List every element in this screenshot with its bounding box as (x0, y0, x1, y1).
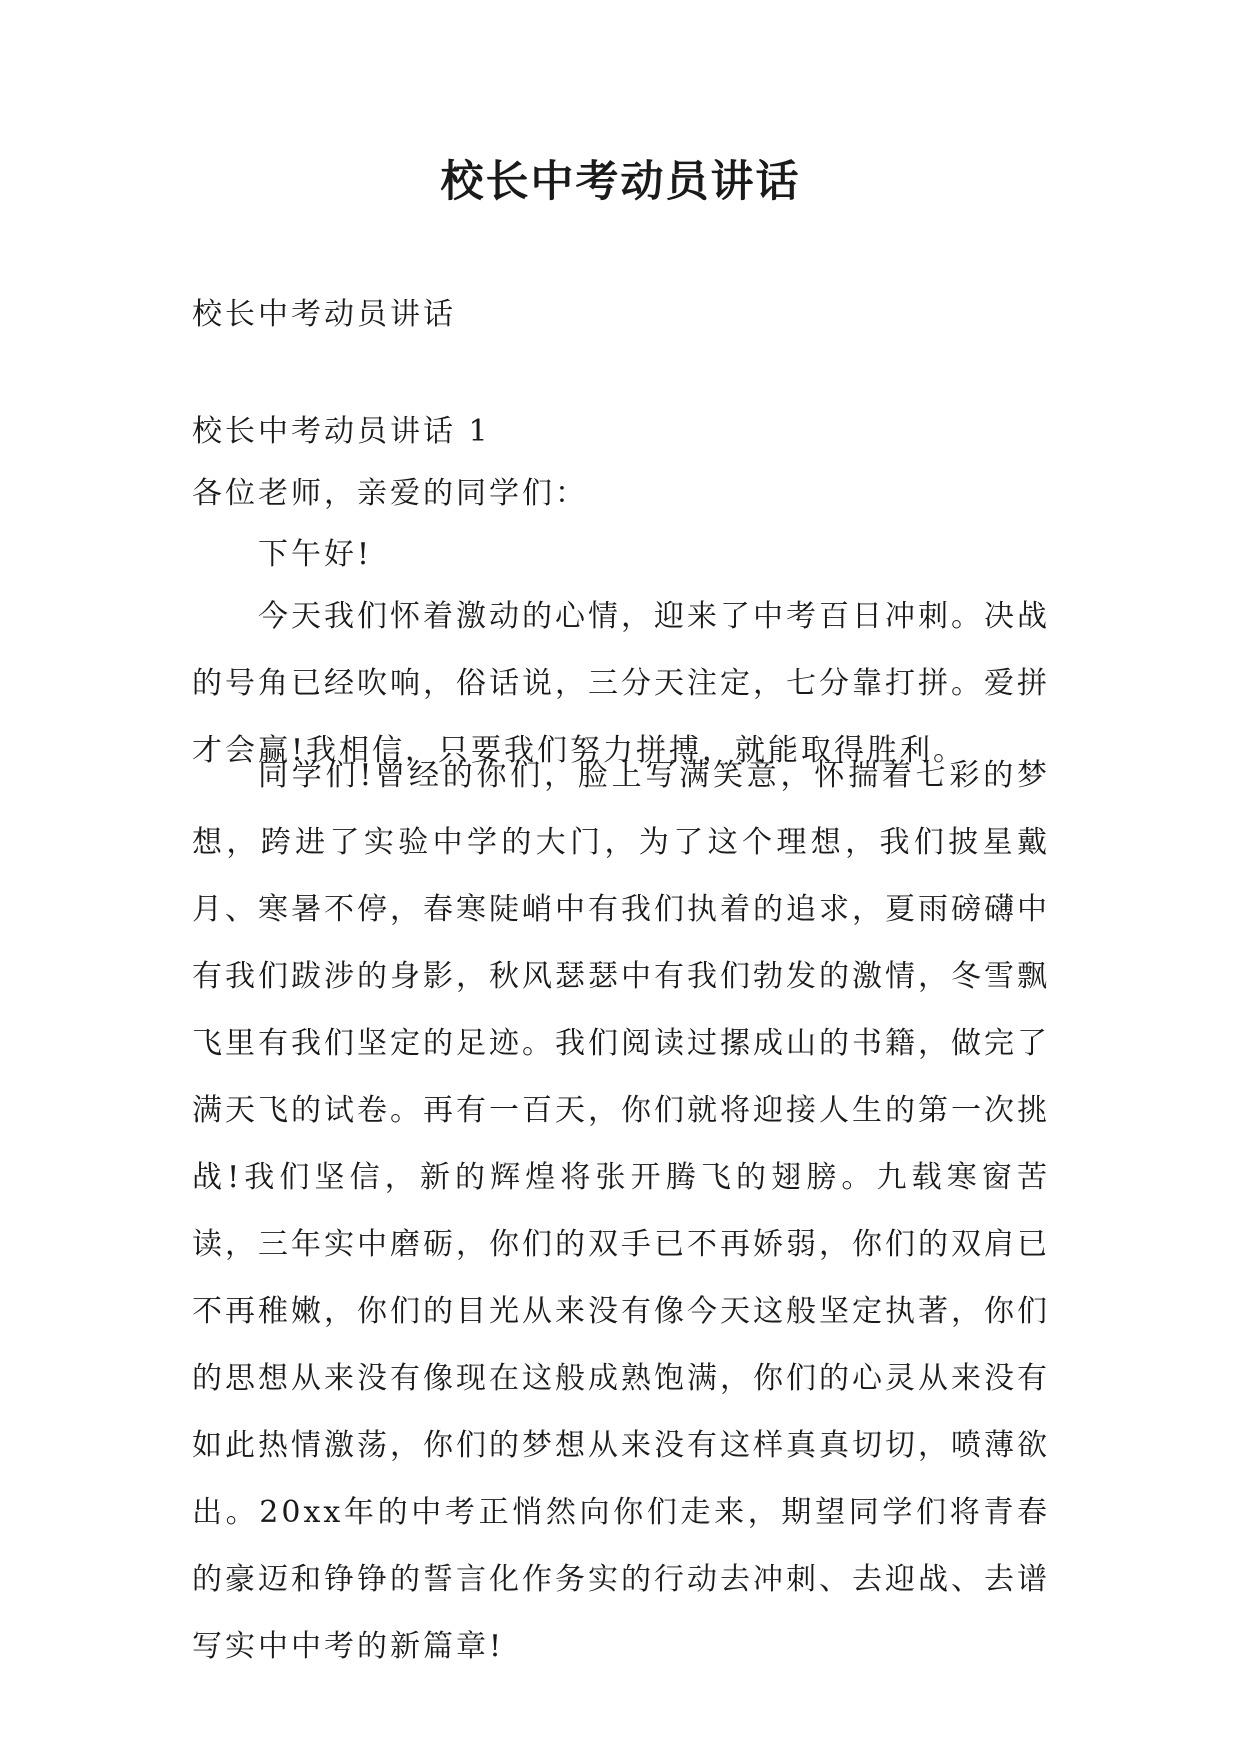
document-subtitle: 校长中考动员讲话 (192, 297, 456, 332)
section-heading: 校长中考动员讲话 1 (192, 414, 491, 449)
document-title: 校长中考动员讲话 (440, 157, 801, 207)
body-paragraph: 同学们!曾经的你们，脸上写满笑意，怀揣着七彩的梦想，跨进了实验中学的大门，为了这个理想，我们披星戴月、寒暑不停，春寒陡峭中有我们执着的追求，夏雨磅礴中有我们跋涉的身影，秋风瑟瑟中有我们勃发的激情，冬雪飘飞里有我们坚定的足迹。我们阅读过摞成山的书籍，做完了满天飞的试卷。再有一百天，你们就将迎接人生的第一次挑战!我们坚信，新的辉煌将张开腾飞的翅膀。九载寒窗苦读，三年实中磨砺，你们的双手已不再娇弱，你们的双肩已不再稚嫩，你们的目光从来没有像今天这般坚定执著，你们的思想从来没有像现在这般成熟饱满，你们的心灵从来没有如此热情激荡，你们的梦想从来没有这样真真切切，喷薄欲出。20xx年的中考正悄然向你们走来，期望同学们将青春的豪迈和铮铮的誓言化作务实的行动去冲刺、去迎战、去谱写实中中考的新篇章! (192, 758, 1050, 1664)
body-paragraph: 今天我们怀着激动的心情，迎来了中考百日冲刺。决战的号角已经吹响，俗话说，三分天注定，七分靠打拼。爱拼才会赢!我相信，只要我们努力拼搏，就能取得胜利。 (192, 599, 1050, 768)
salutation: 各位老师，亲爱的同学们： (192, 476, 588, 511)
greeting: 下午好! (258, 537, 373, 572)
